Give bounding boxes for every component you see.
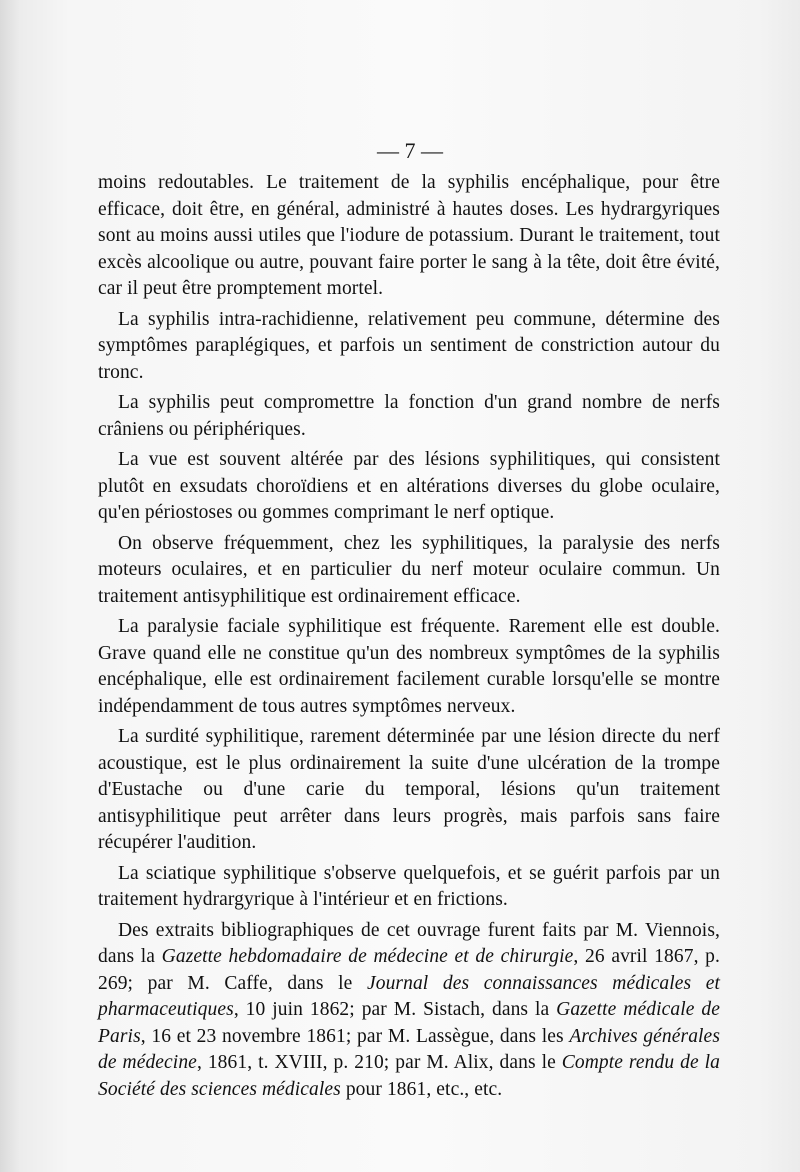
paragraph-1: moins redoutables. Le traitement de la syphilis encéphalique, pour être efficace, doit être, en général, administré à hautes doses. Les hydrargyriques sont au moins aussi utiles que l'iodure de potassium. Durant le traitement, tout excès alcoolique ou autre, pouvant faire porter le sang à la tête, doit être évité, car il peut être promptement mortel. — [98, 172, 720, 299]
paragraph-3: La syphilis peut compromettre la fonction d'un grand nombre de nerfs crâniens ou périphériques. — [98, 392, 720, 440]
bibliography-text: , 16 et 23 novembre 1861; par M. Lassègue, dans les — [140, 1025, 570, 1047]
paragraph-8: La sciatique syphilitique s'observe quelquefois, et se guérit parfois par un traitement hydrargyrique à l'intérieur et en frictions. — [98, 862, 720, 910]
page-number: — 7 — — [377, 138, 443, 163]
bibliography-text: , 26 avril 1867, p. 269; par M. Caffe, dans le — [98, 946, 720, 994]
journal-title: Journal des connaissances médicales et pharmaceutiques — [98, 972, 721, 1020]
journal-title: Gazette médicale de Paris — [98, 999, 720, 1047]
bibliography-text: pour 1861, etc., etc. — [340, 1078, 503, 1100]
paragraph-7: La surdité syphilitique, rarement déterminée par une lésion directe du nerf acoustique, est le plus ordinairement la suite d'une ulcération de la trompe d'Eustache ou d'une carie du temporal, lésions qu'un traitement antisyphilitique peut arrêter dans leurs progrès, mais parfois sans faire récupérer l'audition. — [98, 726, 720, 853]
paragraph-4: La vue est souvent altérée par des lésions syphilitiques, qui consistent plutôt en exsudats choroïdiens et en altérations diverses du globe oculaire, qu'en périostoses ou gommes comprimant le nerf optique. — [98, 449, 720, 523]
bibliography-text: , 1861, t. XVIII, p. 210; par M. Alix, dans le — [196, 1052, 562, 1073]
journal-title: Compte rendu de la Société des sciences médicales — [98, 1052, 720, 1100]
paragraph-6: La paralysie faciale syphilitique est fréquente. Rarement elle est double. Grave quand elle ne constitue qu'un des nombreux symptômes de la syphilis encéphalique, elle est ordinairement facilement curable lorsqu'elle se montre indépendamment de tous autres symptômes nerveux. — [98, 616, 720, 717]
bibliography-text: Des extraits bibliographiques de cet ouvrage furent faits par M. Viennois, dans la — [98, 919, 720, 967]
body-text — [98, 170, 720, 1107]
bibliography-text: , 10 juin 1862; par M. Sistach, dans la — [233, 999, 557, 1020]
journal-title: Gazette hebdomadaire de médecine et de chirurgie — [161, 946, 574, 967]
journal-title: Archives générales de médecine — [98, 1025, 721, 1073]
bibliography-paragraph — [98, 918, 720, 1104]
paragraph-5: On observe fréquemment, chez les syphilitiques, la paralysie des nerfs moteurs oculaires, et en particulier du nerf moteur oculaire commun. Un traitement antisyphilitique est ordinairement efficace. — [98, 532, 720, 607]
paragraph-2: La syphilis intra-rachidienne, relativement peu commune, détermine des symptômes paraplégiques, et parfois un sentiment de constriction autour du tronc. — [98, 308, 720, 383]
